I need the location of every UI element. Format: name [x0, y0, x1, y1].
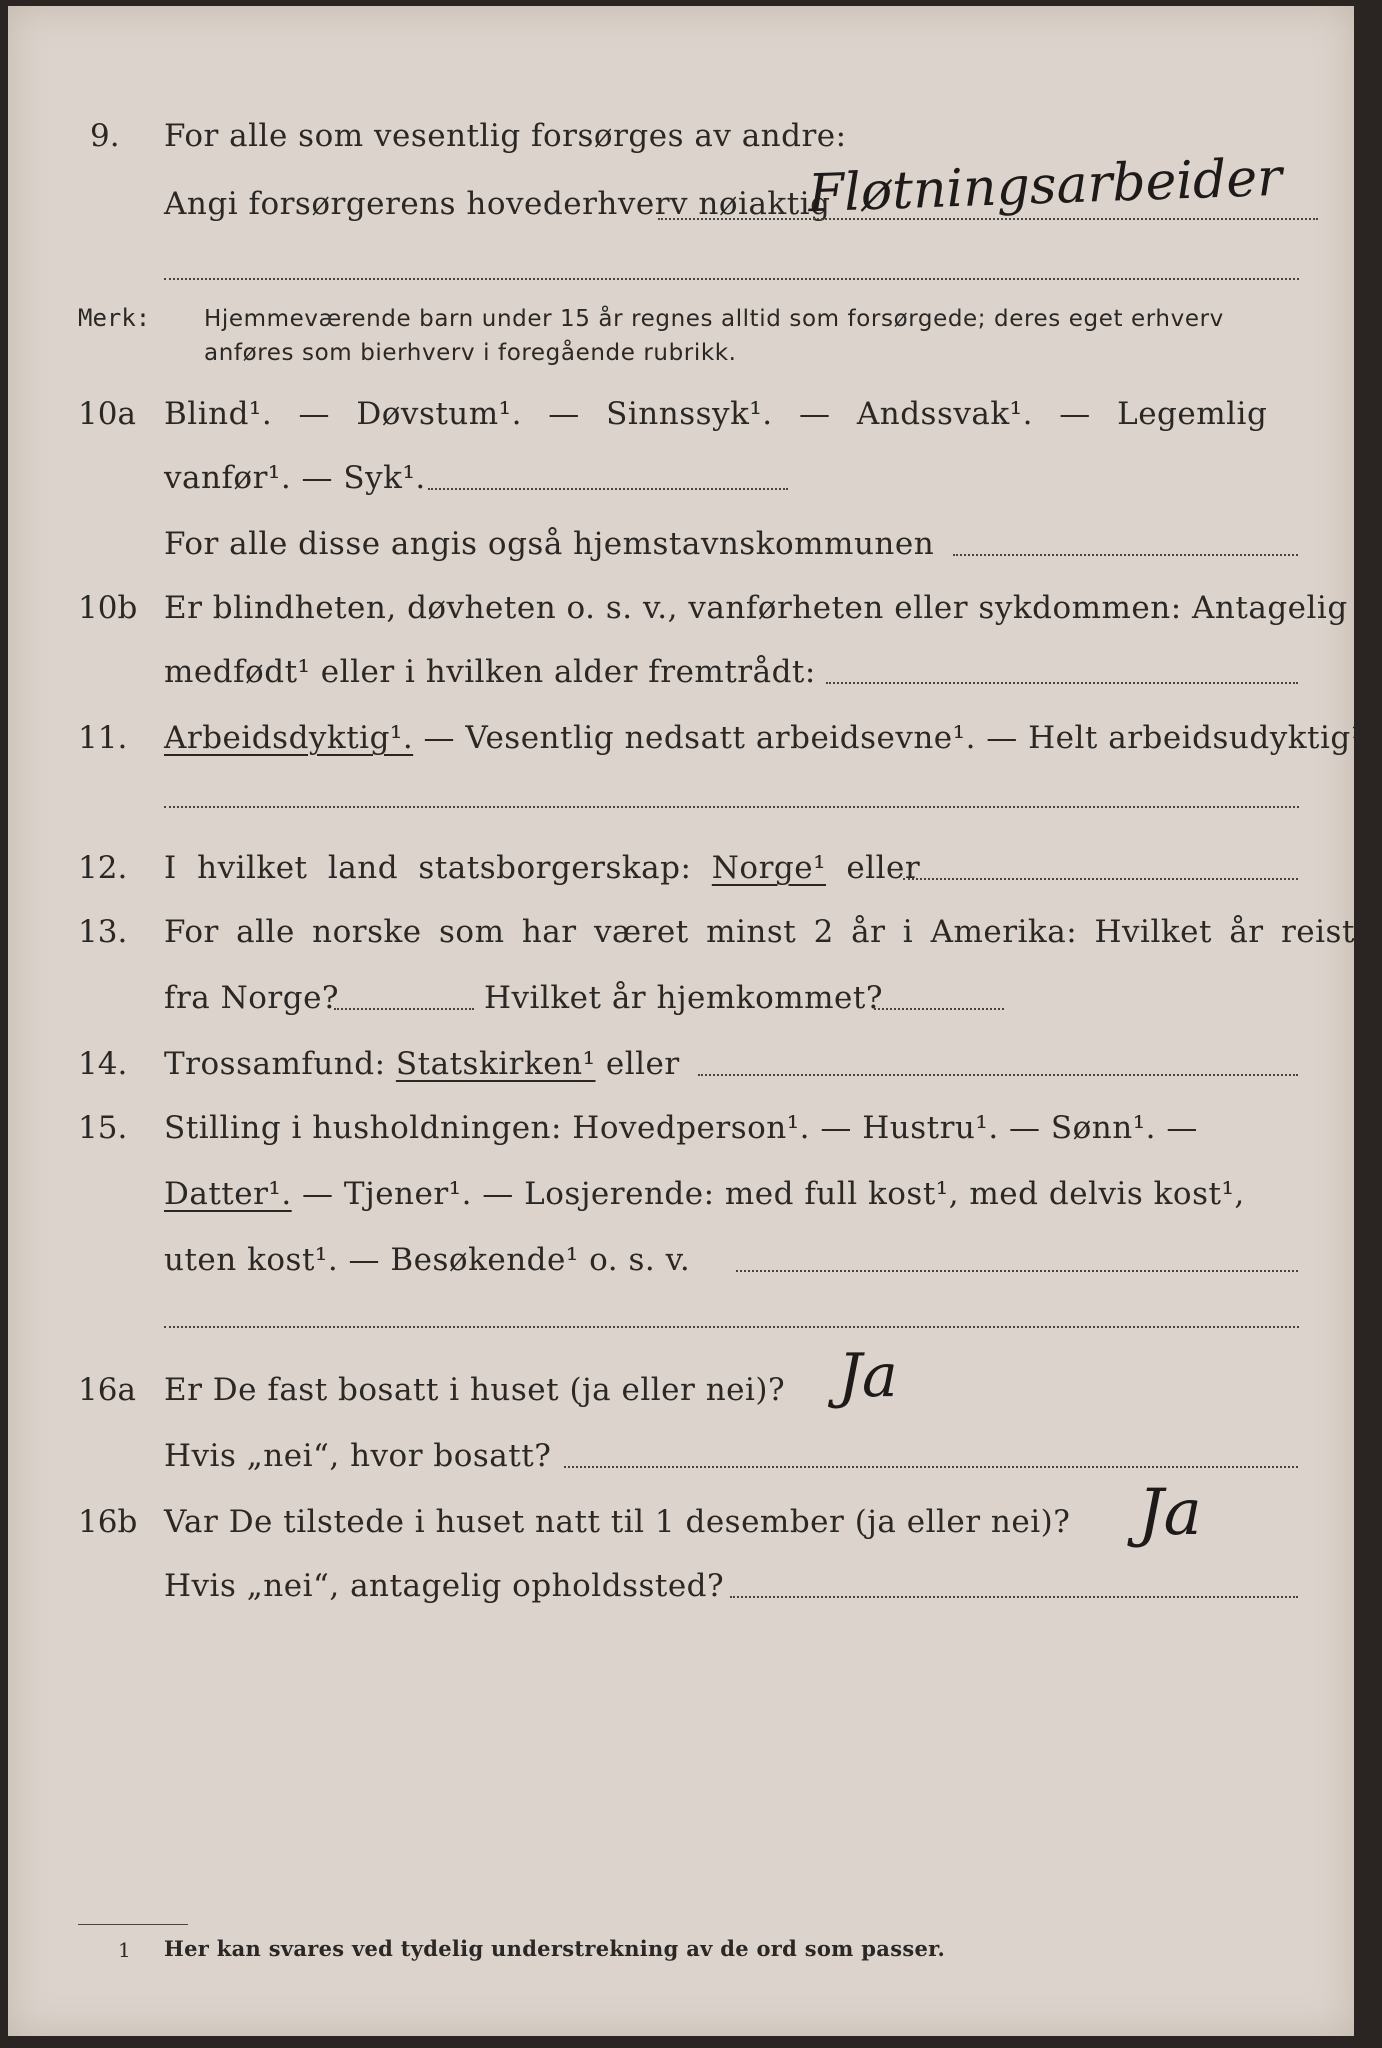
q11-extra-line — [164, 806, 1299, 808]
q14-post: eller — [595, 1046, 680, 1082]
q13-reist-line — [334, 1008, 474, 1010]
q11-number: 11. — [78, 720, 128, 756]
q16a-number: 16a — [78, 1372, 136, 1408]
q10a-kommune-line — [953, 554, 1298, 556]
q16a-answer-line — [564, 1466, 1298, 1468]
q10b-number: 10b — [78, 590, 138, 626]
q12-option-norge: Norge¹ — [711, 850, 827, 886]
q10b-answer-line — [826, 682, 1298, 684]
q15-extra-line — [164, 1326, 1299, 1328]
q16b-handwritten-answer: Ja — [1138, 1476, 1202, 1550]
q15-line1: Stilling i husholdningen: Hovedperson¹. — Hustru¹. — Sønn¹. — — [164, 1110, 1198, 1146]
merk-line1: Hjemmeværende barn under 15 år regnes alltid som forsørgede; deres eget erhverv — [204, 306, 1224, 332]
q16a-line2: Hvis „nei“, hvor bosatt? — [164, 1438, 552, 1474]
q14-line — [164, 1046, 680, 1082]
q15-line2 — [164, 1176, 1245, 1212]
q12-line — [164, 850, 920, 886]
footnote-text: Her kan svares ved tydelig understrekning av de ord som passer. — [164, 1936, 946, 1961]
census-form-page — [8, 6, 1375, 2036]
q16b-line2: Hvis „nei“, antagelig opholdssted? — [164, 1568, 725, 1604]
q10a-line3: For alle disse angis også hjemstavnskommunen — [164, 526, 935, 562]
q16b-number: 16b — [78, 1504, 138, 1540]
q13-line2b: Hvilket år hjemkommet? — [484, 980, 883, 1016]
q16a-line1: Er De fast bosatt i huset (ja eller nei)? — [164, 1372, 786, 1408]
q16b-answer-line — [730, 1596, 1298, 1598]
q15-answer-line — [736, 1270, 1298, 1272]
q10a-line1: Blind¹. — Døvstum¹. — Sinnssyk¹. — Andssvak¹. — Legemlig — [164, 396, 1268, 432]
q12-pre: I hvilket land statsborgerskap: — [164, 850, 712, 886]
q14-pre: Trossamfund: — [164, 1046, 396, 1082]
q13-number: 13. — [78, 914, 128, 950]
footnote-rule — [78, 1924, 188, 1925]
q12-number: 12. — [78, 850, 128, 886]
q11-rest: — Vesentlig nedsatt arbeidsevne¹. — Helt arbeidsudyktig¹. — [413, 720, 1375, 756]
q9-extra-line — [164, 278, 1299, 280]
q13-line2a: fra Norge? — [164, 980, 340, 1016]
q15-line3: uten kost¹. — Besøkende¹ o. s. v. — [164, 1242, 691, 1278]
q10a-number: 10a — [78, 396, 136, 432]
q12-answer-line — [903, 878, 1298, 880]
q16a-handwritten-answer: Ja — [838, 1341, 898, 1411]
merk-label: Merk: — [78, 304, 151, 332]
q10a-line2: vanfør¹. — Syk¹. — [164, 460, 426, 496]
q10b-line1: Er blindheten, døvheten o. s. v., vanførheten eller sykdommen: Antagelig — [164, 590, 1348, 626]
merk-line2: anføres som bierhverv i foregående rubrikk. — [204, 340, 737, 366]
q11-option-arbeidsdyktig: Arbeidsdyktig¹. — [164, 720, 414, 756]
q10b-line2: medfødt¹ eller i hvilken alder fremtrådt: — [164, 654, 816, 690]
q16b-line1: Var De tilstede i huset natt til 1 desember (ja eller nei)? — [164, 1504, 1071, 1540]
q15-line2-rest: — Tjener¹. — Losjerende: med full kost¹, med delvis kost¹, — [291, 1176, 1245, 1212]
q9-handwritten-answer: Fløtningsarbeider — [807, 147, 1283, 225]
q9-line1: For alle som vesentlig forsørges av andre: — [164, 118, 847, 154]
q9-answer-line — [658, 218, 1318, 220]
q9-line2: Angi forsørgerens hovederhverv nøiaktig — [164, 186, 831, 222]
q14-number: 14. — [78, 1046, 128, 1082]
q10a-syk-line — [428, 488, 788, 490]
q12-post: eller — [826, 850, 921, 886]
q13-line1: For alle norske som har været minst 2 år i Amerika: Hvilket år reist — [164, 914, 1355, 950]
q9-number: 9. — [90, 118, 120, 154]
q14-answer-line — [698, 1074, 1298, 1076]
footnote-marker: 1 — [118, 1938, 132, 1962]
q15-number: 15. — [78, 1110, 128, 1146]
q15-option-datter: Datter¹. — [164, 1176, 292, 1212]
q13-hjem-line — [874, 1008, 1004, 1010]
q14-option-statskirken: Statskirken¹ — [395, 1046, 596, 1082]
q11-line — [164, 720, 1374, 756]
